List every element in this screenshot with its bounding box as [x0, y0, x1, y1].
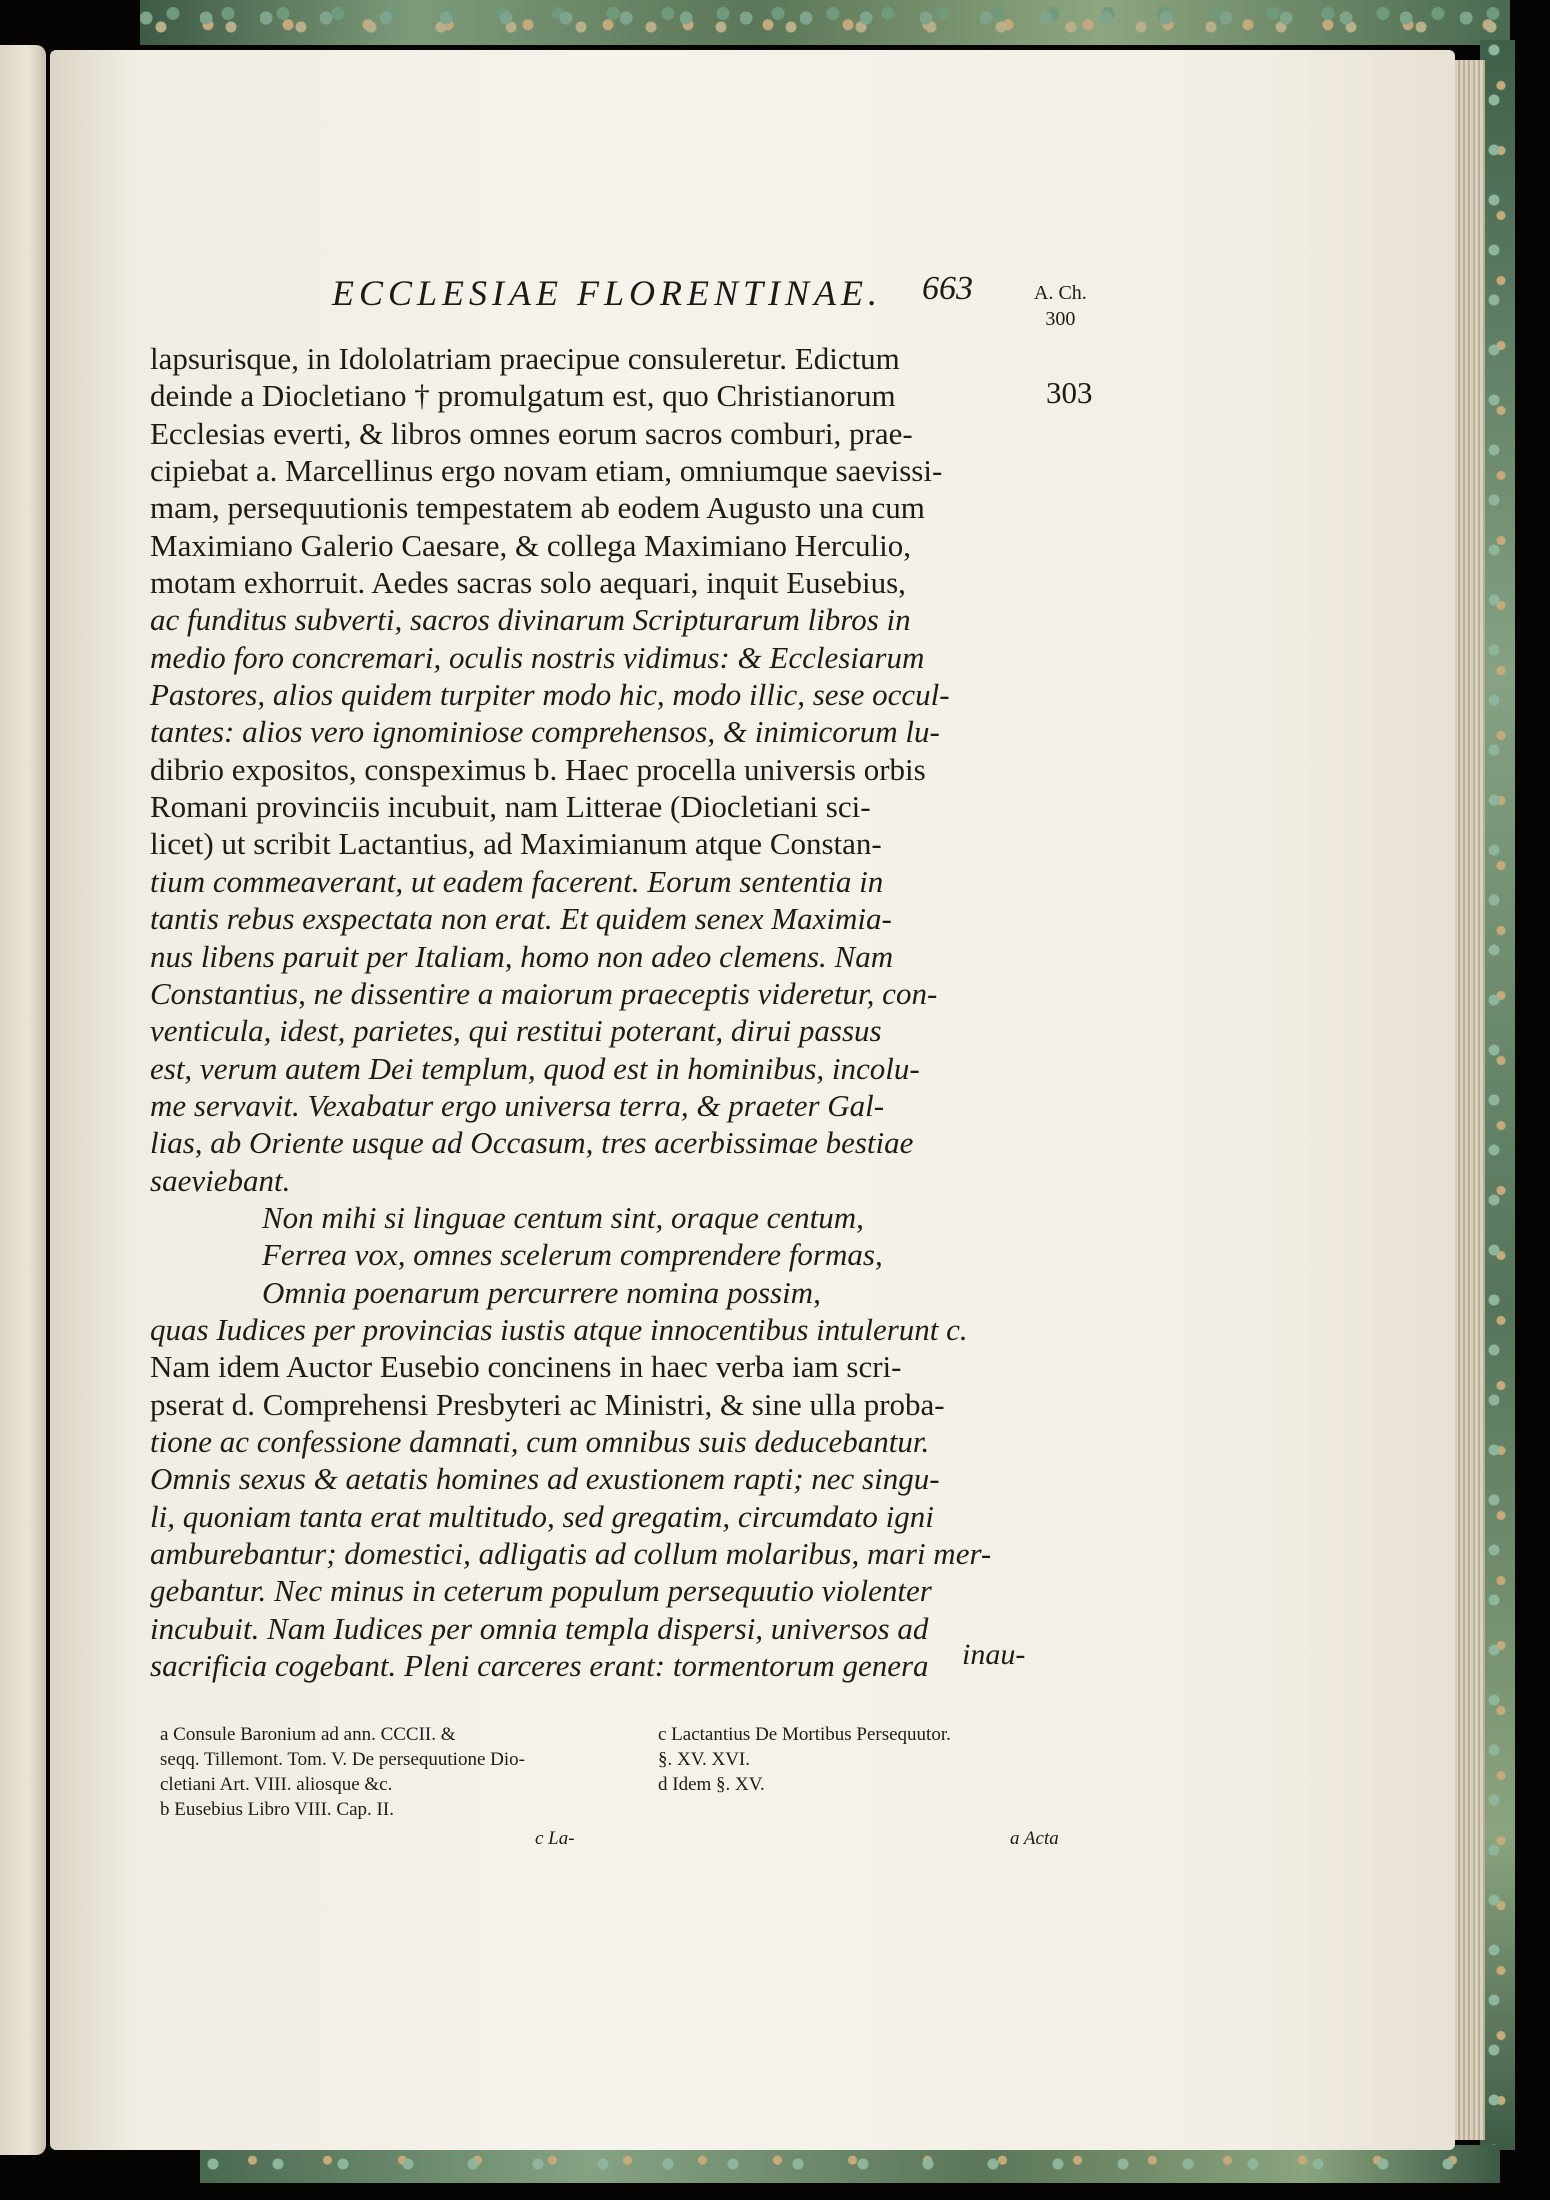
footnote-line: c Lactantius De Mortibus Persequutor. [658, 1724, 951, 1745]
margin-annotation-year: 300 [1045, 308, 1076, 330]
margin-annotation-label: A. Ch. [1034, 282, 1087, 304]
body-line: li, quoniam tanta erat multitudo, sed gregatim, circumdato igni [150, 1498, 934, 1534]
footnote-line: §. XV. XVI. [658, 1749, 751, 1770]
body-line: tione ac confessione damnati, cum omnibus suis deducebantur. [150, 1423, 930, 1459]
body-line: tantes: alios vero ignominiose comprehensos, & inimicorum lu- [150, 714, 940, 750]
footnotes-right [658, 1722, 1128, 1797]
footnote-line: cletiani Art. VIII. aliosque &c. [160, 1774, 393, 1795]
body-line: Non mihi si linguae centum sint, oraque centum, [262, 1199, 864, 1235]
running-title: ECCLESIAE FLORENTINAE. [332, 273, 882, 313]
body-line: medio foro concremari, oculis nostris vidimus: & Ecclesiarum [150, 639, 925, 675]
body-line: amburebantur; domestici, adligatis ad collum molaribus, mari mer- [150, 1536, 992, 1571]
body-line: licet) ut scribit Lactantius, ad Maximianum atque Constan- [150, 826, 882, 862]
body-line: Omnia poenarum percurrere nomina possim, [262, 1274, 821, 1310]
marbled-right-edge [1480, 40, 1515, 2150]
body-line: incubuit. Nam Iudices per omnia templa dispersi, universos ad [150, 1610, 929, 1646]
body-line: mam, persequutionis tempestatem ab eodem Augusto una cum [150, 490, 925, 526]
body-line: venticula, idest, parietes, qui restitui poterant, dirui passus [150, 1013, 882, 1049]
body-line: est, verum autem Dei templum, quod est in hominibus, incolu- [150, 1050, 920, 1086]
body-line: Maximiano Galerio Caesare, & collega Maximiano Herculio, [150, 527, 911, 563]
body-line: Pastores, alios quidem turpiter modo hic, modo illic, sese occul- [150, 677, 950, 713]
body-line: Nam idem Auctor Eusebio concinens in haec verba iam scri- [150, 1349, 902, 1385]
footnote-line: a Consule Baronium ad ann. CCCII. & [160, 1724, 456, 1745]
body-line: Omnis sexus & aetatis homines ad exustionem rapti; nec singu- [150, 1461, 940, 1497]
body-line: nus libens paruit per Italiam, homo non adeo clemens. Nam [150, 938, 894, 974]
marbled-top-edge [140, 0, 1510, 45]
body-line: quas Iudices per provincias iustis atque innocentibus intulerunt c. [150, 1311, 968, 1347]
signature-mark-left: c La- [535, 1828, 575, 1849]
body-line: dibrio expositos, conspeximus b. Haec procella universis orbis [150, 751, 926, 787]
footnote-line: seqq. Tillemont. Tom. V. De persequutione Dio- [160, 1749, 525, 1770]
body-line: pserat d. Comprehensi Presbyteri ac Ministri, & sine ulla proba- [150, 1386, 945, 1422]
footnotes-left [160, 1722, 640, 1822]
marbled-bottom-edge [200, 2145, 1500, 2183]
footnote-line: b Eusebius Libro VIII. Cap. II. [160, 1799, 394, 1820]
body-line: tium commeaverant, ut eadem facerent. Eorum sententia in [150, 863, 884, 899]
body-line: Romani provinciis incubuit, nam Litterae (Diocletiani sci- [150, 789, 871, 825]
body-line: Ferrea vox, omnes scelerum comprendere formas, [262, 1237, 883, 1273]
body-line: ac funditus subverti, sacros divinarum Scripturarum libros in [150, 602, 911, 638]
body-line: deinde a Diocletiano † promulgatum est, quo Christianorum [150, 378, 896, 414]
body-line: saeviebant. [150, 1162, 291, 1198]
body-line: lias, ab Oriente usque ad Occasum, tres acerbissimae bestiae [150, 1125, 914, 1161]
body-line: lapsurisque, in Idololatriam praecipue consuleretur. Edictum [150, 341, 900, 376]
body-line: tantis rebus exspectata non erat. Et quidem senex Maximia- [150, 901, 892, 937]
catchword: inau- [962, 1638, 1026, 1671]
body-line: sacrificia cogebant. Pleni carceres erant: tormentorum genera [150, 1648, 929, 1684]
body-text [150, 340, 1035, 1684]
body-line: me servavit. Vexabatur ergo universa terra, & praeter Gal- [150, 1087, 885, 1123]
facing-page-edge [0, 45, 46, 2155]
page-number: 663 [922, 270, 973, 307]
body-line: Ecclesias everti, & libros omnes eorum sacros comburi, prae- [150, 415, 913, 451]
body-line: gebantur. Nec minus in ceterum populum persequutio violenter [150, 1573, 932, 1609]
margin-annotation [1034, 280, 1087, 332]
body-line: Constantius, ne dissentire a maiorum praeceptis videretur, con- [150, 975, 938, 1011]
body-line: cipiebat a. Marcellinus ergo novam etiam, omniumque saevissi- [150, 453, 943, 489]
signature-mark-right: a Acta [1010, 1828, 1059, 1849]
body-line: motam exhorruit. Aedes sacras solo aequari, inquit Eusebius, [150, 565, 906, 601]
margin-year: 303 [1046, 375, 1093, 410]
footnote-line: d Idem §. XV. [658, 1774, 765, 1795]
